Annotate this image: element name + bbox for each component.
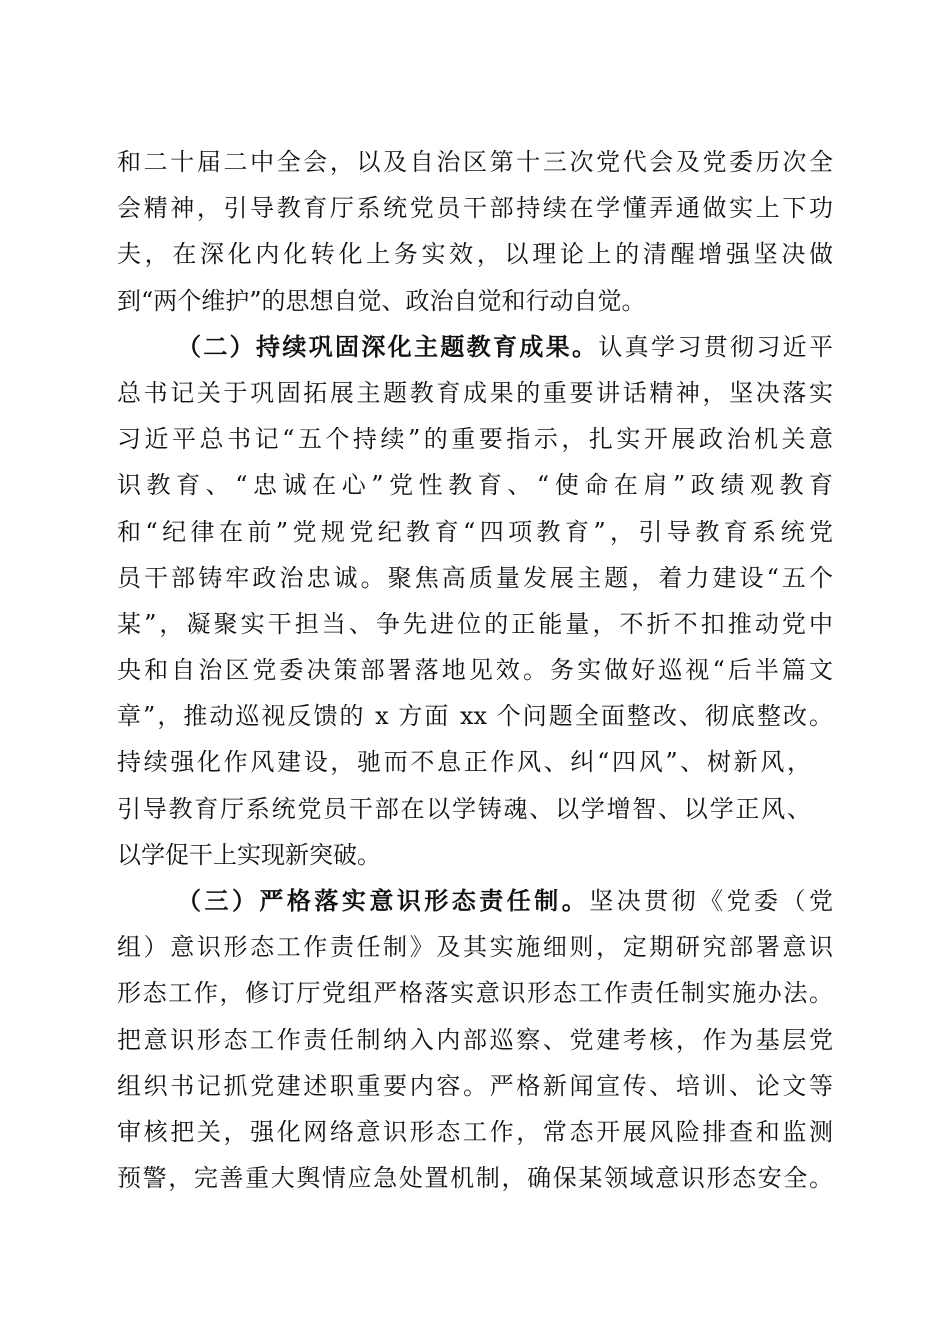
text-line: 总书记关于巩固拓展主题教育成果的重要讲话精神，坚决落实: [117, 378, 833, 407]
text-line: 会精神，引导教育厅系统党员干部持续在学懂弄通做实上下功: [117, 194, 833, 223]
text-line: 组）意识形态工作责任制》及其实施细则，定期研究部署意识: [117, 933, 833, 962]
heading-line-text: 坚决贯彻《党委（党: [589, 887, 834, 915]
paragraph-first-line: [117, 324, 833, 370]
section-heading: （二）持续巩固深化主题教育成果。: [177, 331, 599, 361]
text-line: 预警，完善重大舆情应急处置机制，确保某领域意识形态安全。: [117, 1164, 833, 1193]
text-line: 引导教育厅系统党员干部在以学铸魂、以学增智、以学正风、: [117, 794, 811, 823]
text-line: 央和自治区党委决策部署落地见效。务实做好巡视“后半篇文: [117, 656, 833, 685]
paragraph-section-2: [117, 324, 833, 878]
paragraph-section-3: [117, 878, 833, 1201]
text-line: 和二十届二中全会，以及自治区第十三次党代会及党委历次全: [117, 148, 833, 176]
text-line: 把意识形态工作责任制纳入内部巡察、党建考核，作为基层党: [117, 1025, 833, 1054]
text-line: 某”，凝聚实干担当、争先进位的正能量，不折不扣推动党中: [117, 609, 833, 638]
text-line: 识教育、“忠诚在心”党性教育、“使命在肩”政绩观教育: [117, 471, 833, 500]
text-line: 习近平总书记“五个持续”的重要指示，扎实开展政治机关意: [117, 425, 833, 454]
text-line: 形态工作，修订厅党组严格落实意识形态工作责任制实施办法。: [117, 979, 833, 1008]
text-line: 员干部铸牢政治忠诚。聚焦高质量发展主题，着力建设“五个: [117, 563, 833, 592]
text-line: 夫，在深化内化转化上务实效，以理论上的清醒增强坚决做: [117, 240, 833, 269]
heading-line-text: 认真学习贯彻习近平: [598, 332, 834, 361]
text-line: 和“纪律在前”党规党纪教育“四项教育”，引导教育系统党: [117, 517, 833, 546]
text-line: 审核把关，强化网络意识形态工作，常态开展风险排查和监测: [117, 1117, 833, 1146]
text-line: 组织书记抓党建述职重要内容。严格新闻宣传、培训、论文等: [117, 1071, 833, 1100]
paragraph-continuation: [117, 139, 833, 324]
paragraph-first-line: [117, 878, 833, 924]
text-line: 章”，推动巡视反馈的 x 方面 xx 个问题全面整改、彻底整改。: [117, 702, 833, 731]
section-heading: （三）严格落实意识形态责任制。: [177, 886, 590, 915]
text-line: 持续强化作风建设，驰而不息正作风、纠“四风”、树新风，: [117, 748, 811, 777]
text-line: 到“两个维护”的思想自觉、政治自觉和行动自觉。: [117, 286, 646, 315]
document-body: [117, 139, 833, 1201]
text-line: 以学促干上实现新突破。: [117, 840, 381, 869]
